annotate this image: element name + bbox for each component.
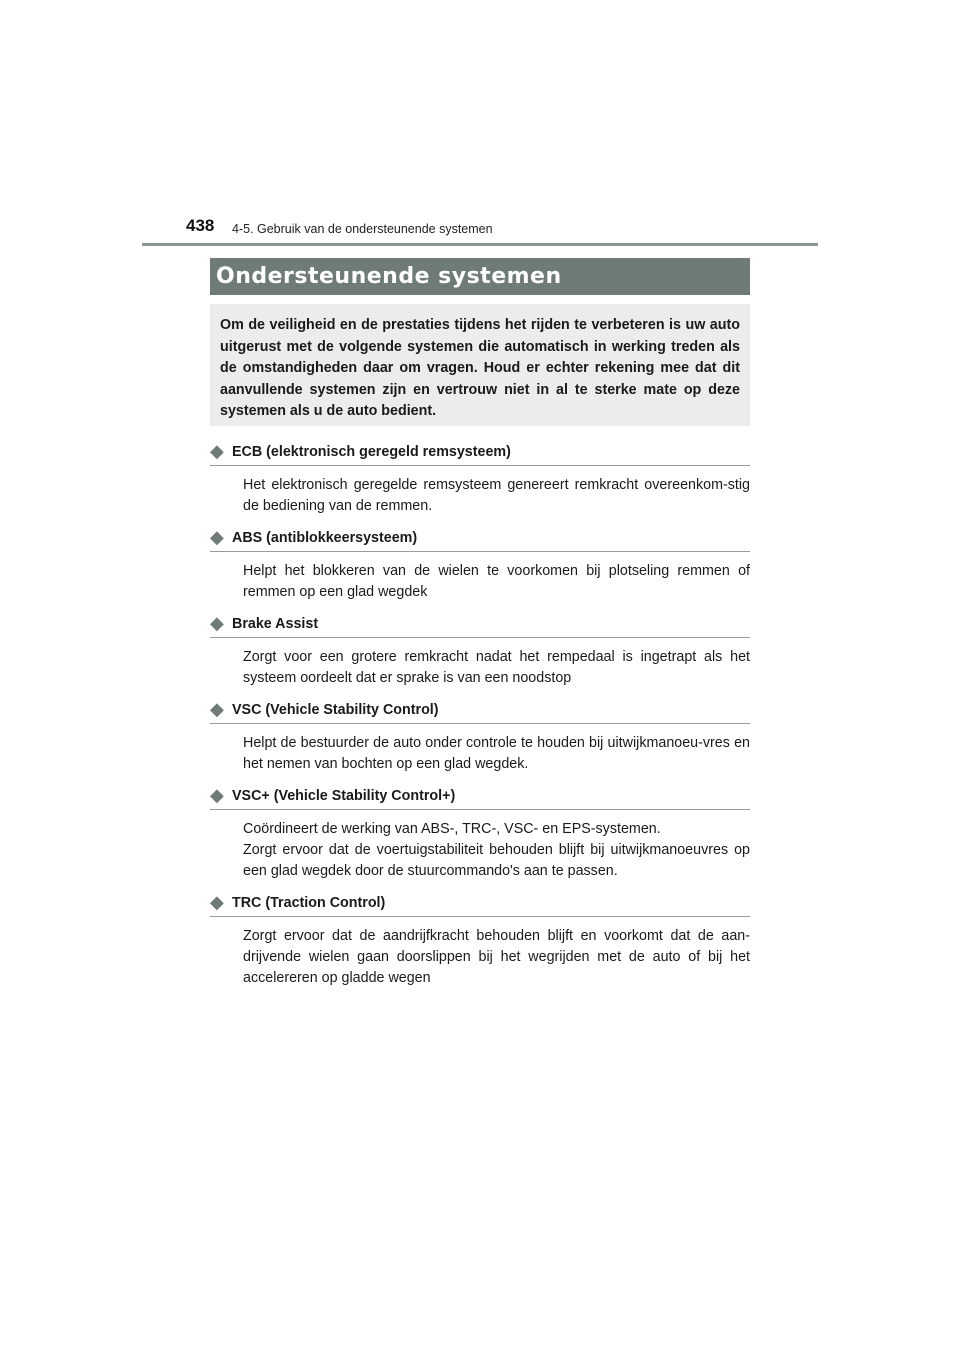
section-body (243, 466, 750, 517)
section-body (243, 638, 750, 689)
system-section (210, 612, 750, 689)
section-paragraph: Helpt de bestuurder de auto onder controle te houden bij uitwijkmanoeu-vres en het nemen van bochten op een glad wegdek. (243, 735, 750, 772)
page-title: Ondersteunende systemen (216, 264, 562, 289)
system-section (210, 784, 750, 882)
system-section (210, 440, 750, 517)
diamond-icon: ◆ (210, 785, 224, 805)
section-title: VSC (Vehicle Stability Control) (232, 702, 439, 718)
section-heading (210, 698, 750, 724)
system-section (210, 698, 750, 775)
section-title: TRC (Traction Control) (232, 895, 386, 911)
section-title-bar (210, 258, 750, 295)
section-paragraph: Coördineert de werking van ABS-, TRC-, VSC- en EPS-systemen. (243, 821, 661, 837)
section-title: Brake Assist (232, 616, 319, 632)
section-heading (210, 784, 750, 810)
section-heading (210, 526, 750, 552)
section-paragraph: Zorgt ervoor dat de voertuigstabiliteit behouden blijft bij uitwijkmanoeuvres op een glad wegdek door de stuurcommando's aan te passen. (243, 842, 750, 879)
section-body (243, 724, 750, 775)
section-paragraph: Het elektronisch geregelde remsysteem genereert remkracht overeenkom-stig de bediening van de remmen. (243, 477, 750, 514)
section-title: VSC+ (Vehicle Stability Control+) (232, 788, 456, 804)
section-paragraph: Helpt het blokkeren van de wielen te voorkomen bij plotseling remmen of remmen op een glad wegdek (243, 563, 750, 600)
page-number: 438 (186, 216, 215, 235)
section-heading (210, 440, 750, 466)
section-heading (210, 891, 750, 917)
system-section (210, 891, 750, 989)
system-section (210, 526, 750, 603)
section-body (243, 552, 750, 603)
diamond-icon: ◆ (210, 892, 224, 912)
diamond-icon: ◆ (210, 613, 224, 633)
section-heading (210, 612, 750, 638)
section-title: ECB (elektronisch geregeld remsysteem) (232, 444, 511, 460)
running-header: 4-5. Gebruik van de ondersteunende systemen (232, 222, 493, 236)
section-body (243, 810, 750, 882)
section-body (243, 917, 750, 989)
section-paragraph: Zorgt voor een grotere remkracht nadat het rempedaal is ingetrapt als het systeem oordeelt dat er sprake is van een noodstop (243, 649, 750, 686)
section-title: ABS (antiblokkeersysteem) (232, 530, 418, 546)
diamond-icon: ◆ (210, 441, 224, 461)
header-rule (142, 243, 818, 246)
diamond-icon: ◆ (210, 527, 224, 547)
diamond-icon: ◆ (210, 699, 224, 719)
intro-box: Om de veiligheid en de prestaties tijdens het rijden te verbeteren is uw auto uitgerust met de volgende systemen die automatisch in werking treden als de omstandigheden daar om vragen. Houd er echter rekening mee dat dit aanvullende systemen zijn en vertrouw niet in al te sterke mate op deze systemen als u de auto bedient. (210, 304, 750, 426)
section-paragraph: Zorgt ervoor dat de aandrijfkracht behouden blijft en voorkomt dat de aan-drijvende wielen gaan doorslippen bij het wegrijden met de auto of bij het accelereren op gladde wegen (243, 928, 750, 986)
system-list (210, 440, 750, 998)
